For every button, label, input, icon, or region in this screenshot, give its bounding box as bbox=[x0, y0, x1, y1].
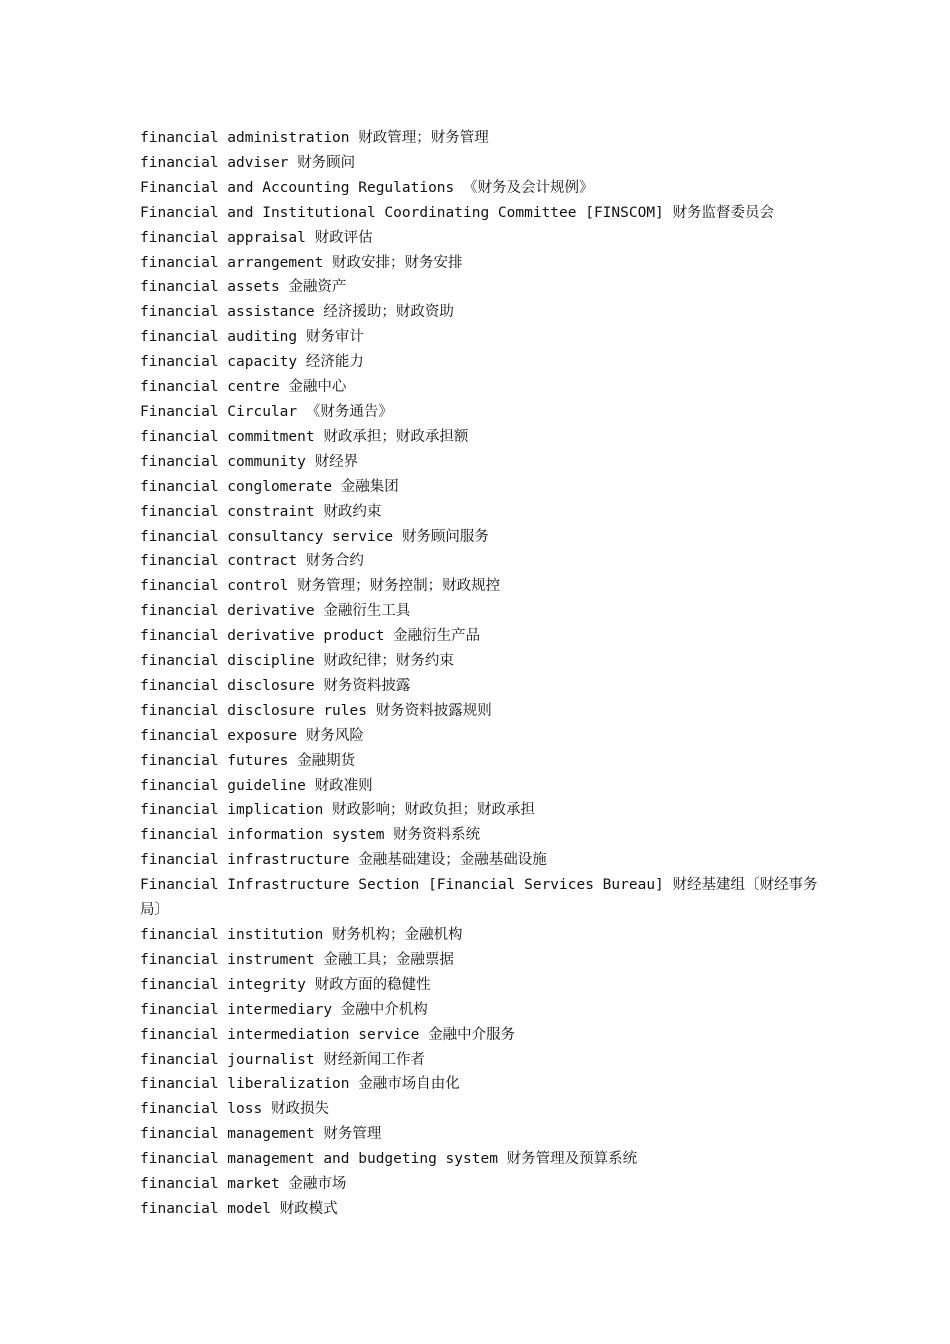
glossary-entry: financial constraint 财政约束 bbox=[140, 503, 382, 520]
glossary-entry: financial institution 财务机构；金融机构 bbox=[140, 927, 463, 943]
glossary-entry: Financial Circular 《财务通告》 bbox=[140, 403, 393, 420]
glossary-entry: financial exposure 财务风险 bbox=[140, 727, 364, 744]
glossary-entry: financial commitment 财政承担；财政承担额 bbox=[140, 428, 469, 445]
glossary-entry: financial liberalization 金融市场自由化 bbox=[140, 1076, 460, 1093]
glossary-entry: financial capacity 经济能力 bbox=[140, 354, 364, 371]
glossary-entry: financial information system 财务资料系统 bbox=[140, 827, 481, 844]
glossary-entry: financial intermediary 金融中介机构 bbox=[140, 1001, 428, 1018]
glossary-entry: financial community 财经界 bbox=[140, 453, 359, 470]
glossary-entry: financial contract 财务合约 bbox=[140, 553, 364, 570]
glossary-entry: financial management and budgeting system 财务管理及预算系统 bbox=[140, 1151, 638, 1168]
glossary-entry: Financial and Accounting Regulations 《财务及会计规例》 bbox=[140, 179, 594, 196]
glossary-entry: financial appraisal 财政评估 bbox=[140, 229, 373, 246]
glossary-entry: financial market 金融市场 bbox=[140, 1176, 347, 1193]
glossary-entry: financial integrity 财政方面的稳健性 bbox=[140, 976, 431, 993]
glossary-entry: financial infrastructure 金融基础建设；金融基础设施 bbox=[140, 852, 547, 869]
glossary-entry: Financial Infrastructure Section [Financial Services Bureau] 财经基建组〔财经事务局〕 bbox=[140, 877, 818, 919]
glossary-entry: financial adviser 财务顾问 bbox=[140, 154, 356, 171]
glossary-entry: Financial and Institutional Coordinating Committee [FINSCOM] 财务监督委员会 bbox=[140, 204, 775, 221]
glossary-entry: financial disclosure rules 财务资料披露规则 bbox=[140, 702, 492, 719]
glossary-entry: financial arrangement 财政安排；财务安排 bbox=[140, 254, 463, 271]
glossary-entry: financial administration 财政管理；财务管理 bbox=[140, 130, 489, 146]
glossary-entry: financial assistance 经济援助；财政资助 bbox=[140, 304, 454, 321]
glossary-entry: financial intermediation service 金融中介服务 bbox=[140, 1026, 516, 1043]
glossary-entry: financial model 财政模式 bbox=[140, 1200, 338, 1217]
glossary-entry: financial control 财务管理；财务控制；财政规控 bbox=[140, 578, 501, 595]
glossary-entry: financial implication 财政影响；财政负担；财政承担 bbox=[140, 802, 536, 819]
glossary-entry: financial loss 财政损失 bbox=[140, 1101, 329, 1118]
glossary-entry: financial derivative product 金融衍生产品 bbox=[140, 628, 481, 645]
glossary-entry: financial management 财务管理 bbox=[140, 1126, 382, 1143]
glossary-entry: financial auditing 财务审计 bbox=[140, 329, 364, 346]
glossary-entry: financial conglomerate 金融集团 bbox=[140, 478, 399, 495]
glossary-entry: financial futures 金融期货 bbox=[140, 752, 356, 769]
glossary-entry: financial disclosure 财务资料披露 bbox=[140, 677, 411, 694]
glossary-entry: financial centre 金融中心 bbox=[140, 379, 347, 396]
glossary-entry: financial journalist 财经新闻工作者 bbox=[140, 1051, 425, 1068]
glossary-entry: financial guideline 财政准则 bbox=[140, 777, 373, 794]
glossary-entry: financial discipline 财政纪律；财务约束 bbox=[140, 653, 454, 670]
glossary-entry: financial assets 金融资产 bbox=[140, 279, 347, 296]
glossary-page bbox=[140, 126, 820, 1222]
glossary-entry: financial instrument 金融工具；金融票据 bbox=[140, 951, 454, 968]
glossary-entry: financial consultancy service 财务顾问服务 bbox=[140, 528, 489, 545]
glossary-entry: financial derivative 金融衍生工具 bbox=[140, 603, 411, 620]
